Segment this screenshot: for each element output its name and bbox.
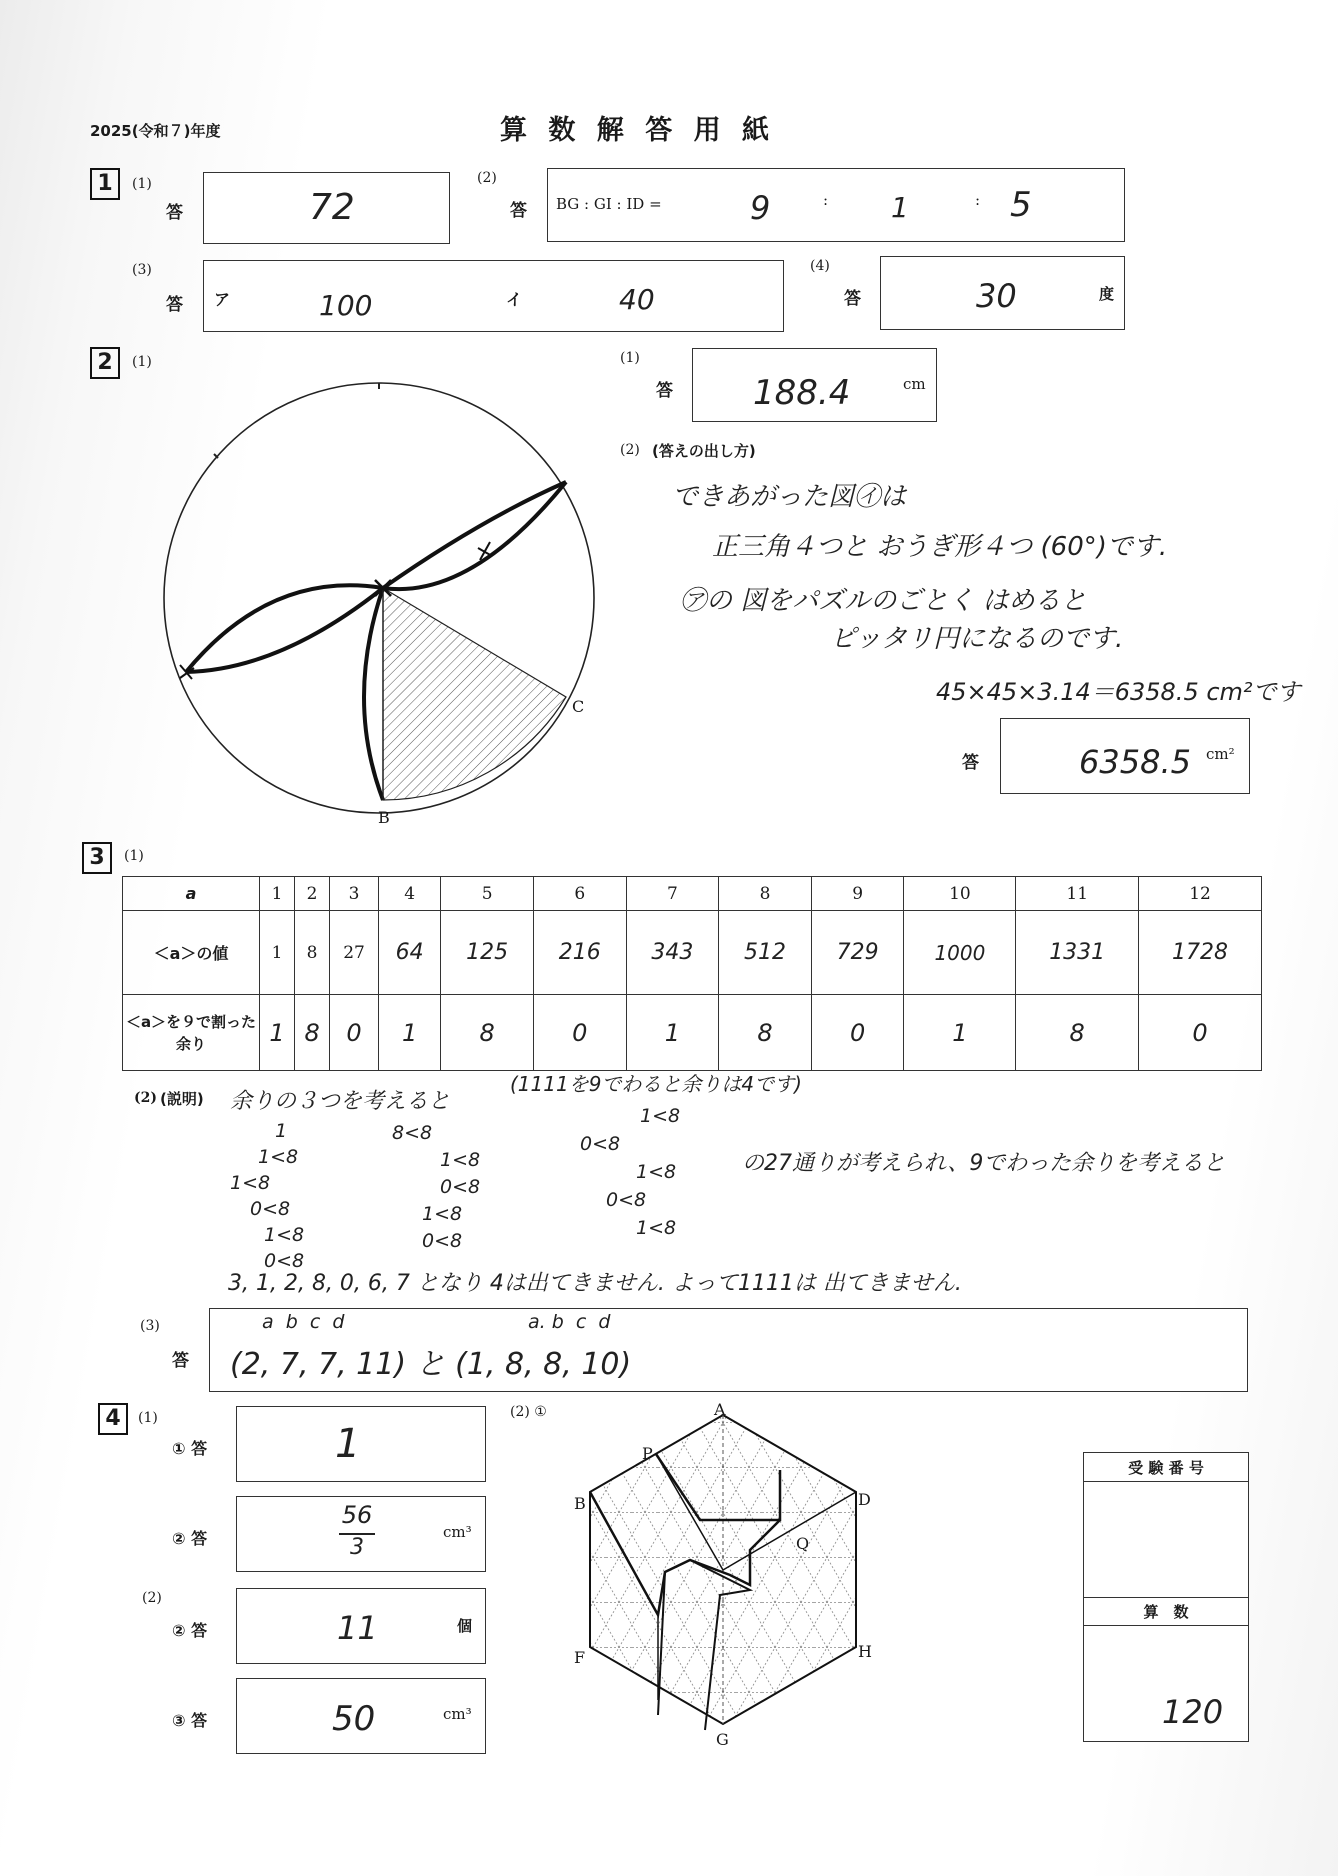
q2-2-line-4: ピッタリ円になるのです. — [830, 624, 1124, 654]
vertex-a-label: A — [714, 1400, 726, 1419]
q2-2-line-2: 正三角４つと おうぎ形４つ (60°)です. — [712, 532, 1168, 562]
q4-1-2-answer-box — [236, 1496, 486, 1572]
tree-node: 0<8 — [264, 1250, 305, 1272]
row-header-remainders: ＜a＞を９で割った余り — [123, 995, 260, 1071]
cell-remainder: 8 — [719, 995, 812, 1071]
cell-value: 64 — [378, 911, 440, 995]
cell-remainder: 1 — [260, 995, 295, 1071]
shaded-sector — [383, 588, 566, 800]
q2-2-label: 答 — [962, 753, 979, 773]
q3-3-letters-1: a b c d — [262, 1311, 345, 1333]
q4-1-2-numerator: 56 — [341, 1501, 373, 1529]
question-number-2: 2 — [90, 347, 120, 379]
ratio-prefix: BG : GI : ID = — [556, 195, 662, 213]
q2-2-answer: 6358.5 — [1079, 743, 1191, 781]
q4-1-1-label: ① 答 — [172, 1439, 208, 1458]
cell-a: 6 — [533, 877, 626, 911]
question-number-3: 3 — [82, 842, 112, 874]
tree-node: 0<8 — [606, 1189, 647, 1211]
q3-2-intro: 余りの３つを考えると — [230, 1089, 451, 1114]
tree-node: 1<8 — [264, 1224, 305, 1246]
q1-3-answer-box — [203, 260, 784, 332]
q4-2-3-answer-box — [236, 1678, 486, 1754]
cell-value: 125 — [441, 911, 534, 995]
ratio-sep-1: : — [823, 191, 829, 209]
ratio-sep-2: : — [975, 191, 981, 209]
cell-a: 8 — [719, 877, 812, 911]
q3-1-sub: (1) — [124, 848, 144, 864]
score-panel — [1083, 1452, 1249, 1742]
q1-1-label: 答 — [166, 203, 183, 223]
q4-2-2-answer: 11 — [337, 1609, 378, 1647]
q1-3-value-i: 40 — [619, 283, 655, 316]
cell-remainder: 1 — [904, 995, 1016, 1071]
q3-3-sub: (3) — [140, 1318, 160, 1334]
hexagon-cube-figure — [580, 1400, 880, 1750]
q1-3-key-a: ア — [214, 290, 231, 309]
tree-node: 1<8 — [230, 1172, 271, 1194]
q1-4-answer-box — [880, 256, 1125, 330]
cell-value: 1000 — [904, 911, 1016, 995]
q2-2-unit: cm² — [1206, 745, 1235, 763]
divider — [1084, 1597, 1248, 1598]
cell-value: 1 — [260, 911, 295, 995]
q3-2-conclusion: 3, 1, 2, 8, 0, 6, 7 となり 4は出てきません. よって1111は 出てきません. — [228, 1271, 962, 1296]
q1-4-label: 答 — [844, 289, 861, 309]
row-header-values: ＜a＞の値 — [123, 911, 260, 995]
table-row-values — [123, 911, 1262, 995]
table-row-remainders — [123, 995, 1262, 1071]
q4-2-3-answer: 50 — [332, 1699, 376, 1739]
q4-2-2-label: ② 答 — [172, 1621, 208, 1640]
q3-2-tree-1 — [230, 1118, 350, 1274]
school-year: 2025(令和７)年度 — [90, 122, 221, 140]
q4-2-2-unit: 個 — [457, 1617, 473, 1635]
ratio-bg: 9 — [750, 189, 771, 227]
cell-a: 3 — [330, 877, 379, 911]
point-c-label: C — [572, 697, 585, 716]
q3-2-side-text: の27通りが考えられ、9でわった余りを考えると — [742, 1151, 1226, 1176]
q1-2-sub: (2) — [477, 170, 497, 186]
cell-remainder: 0 — [330, 995, 379, 1071]
cell-value: 729 — [811, 911, 904, 995]
page-title: 算 数 解 答 用 紙 — [500, 115, 775, 146]
q3-2-sub: (2) — [134, 1090, 157, 1106]
q3-3-answer: (2, 7, 7, 11) と (1, 8, 8, 10) — [230, 1347, 632, 1382]
divider — [1084, 1481, 1248, 1482]
cell-value: 27 — [330, 911, 379, 995]
q2-1-sub: (1) — [620, 350, 640, 366]
cell-value: 8 — [295, 911, 330, 995]
vertex-f-label: F — [574, 1648, 586, 1667]
vertex-d-label: D — [858, 1490, 871, 1509]
q1-2-answer-box — [547, 168, 1125, 242]
cell-value: 216 — [533, 911, 626, 995]
vertex-p-label: P — [642, 1444, 653, 1463]
q2-1-unit: cm — [903, 375, 926, 393]
cell-a: 2 — [295, 877, 330, 911]
cell-remainder: 0 — [811, 995, 904, 1071]
q1-4-answer: 30 — [976, 277, 1017, 315]
cell-a: 1 — [260, 877, 295, 911]
q2-1-answer: 188.4 — [753, 373, 851, 413]
q2-2-line-3: ㋐の 図をパズルのごとく はめると — [680, 586, 1087, 616]
tree-node: 0<8 — [422, 1230, 463, 1252]
q4-2-3-label: ③ 答 — [172, 1711, 208, 1730]
q2-2-answer-box — [1000, 718, 1250, 794]
cell-a: 4 — [378, 877, 440, 911]
question-number-1: 1 — [90, 168, 120, 200]
score-value: 120 — [1162, 1693, 1224, 1731]
exam-number-label: 受 験 番 号 — [1128, 1459, 1204, 1477]
q2-2-heading: (答えの出し方) — [652, 442, 756, 460]
q2-2-line-1: できあがった図㋑は — [672, 482, 907, 512]
cell-value: 512 — [719, 911, 812, 995]
cell-a: 9 — [811, 877, 904, 911]
q4-1-2-unit: cm³ — [443, 1523, 472, 1541]
q1-1-answer-box — [203, 172, 450, 244]
q1-1-sub: (1) — [132, 176, 152, 192]
cell-remainder: 1 — [378, 995, 440, 1071]
tree-node: 1<8 — [440, 1149, 481, 1171]
q1-3-key-i: イ — [506, 290, 523, 309]
cell-value: 1728 — [1139, 911, 1262, 995]
q1-1-answer: 72 — [309, 187, 355, 228]
q2-1-answer-box — [692, 348, 937, 422]
cell-remainder: 1 — [626, 995, 719, 1071]
tree-node: 1<8 — [636, 1217, 677, 1239]
point-b-label: B — [378, 808, 390, 827]
vertex-q-label: Q — [796, 1534, 810, 1553]
tree-node: 0<8 — [440, 1176, 481, 1198]
q1-3-sub: (3) — [132, 262, 152, 278]
q1-4-unit: 度 — [1099, 285, 1115, 303]
row-header-a: a — [123, 877, 260, 911]
q3-3-answer-box — [209, 1308, 1248, 1392]
q3-2-tree-3 — [580, 1102, 700, 1242]
vertex-g-label: G — [716, 1730, 729, 1749]
q4-1-sub: (1) — [138, 1410, 158, 1426]
q1-4-sub: (4) — [810, 258, 830, 274]
tree-node: 1<8 — [640, 1105, 681, 1127]
q4-1-2-denominator: 3 — [350, 1535, 364, 1560]
q4-fig-heading: (2) ① — [510, 1404, 547, 1420]
cell-remainder: 8 — [1016, 995, 1139, 1071]
cell-remainder: 0 — [533, 995, 626, 1071]
q4-1-1-answer-box — [236, 1406, 486, 1482]
tree-node: 8<8 — [392, 1122, 433, 1144]
cell-remainder: 0 — [1139, 995, 1262, 1071]
cell-value: 1331 — [1016, 911, 1139, 995]
q2-2-line-5: 45×45×3.14＝6358.5 cm²です — [936, 678, 1301, 706]
cell-remainder: 8 — [441, 995, 534, 1071]
tree-node: 1<8 — [422, 1203, 463, 1225]
cell-value: 343 — [626, 911, 719, 995]
question-number-4: 4 — [98, 1403, 128, 1435]
ratio-gi: 1 — [891, 191, 909, 224]
q3-2-heading: (説明) — [160, 1090, 204, 1108]
q3-3-letters-2: a. b c d — [528, 1311, 611, 1333]
cell-a: 12 — [1139, 877, 1262, 911]
q1-2-label: 答 — [510, 201, 527, 221]
q1-3-label: 答 — [166, 295, 183, 315]
tree-node: 1<8 — [258, 1146, 299, 1168]
subject-label: 算 数 — [1143, 1603, 1189, 1621]
cell-a: 5 — [441, 877, 534, 911]
q2-fig-sub: (1) — [132, 354, 152, 370]
q3-3-label: 答 — [172, 1351, 189, 1371]
vertex-h-label: H — [858, 1642, 872, 1661]
cell-remainder: 8 — [295, 995, 330, 1071]
q4-2-sub: (2) — [142, 1590, 162, 1606]
q3-2-tree-2 — [392, 1120, 512, 1255]
q2-2-sub: (2) — [620, 442, 640, 458]
q4-2-2-answer-box — [236, 1588, 486, 1664]
circle-figure — [150, 370, 610, 830]
tree-node: 0<8 — [250, 1198, 291, 1220]
q3-2-note: (1111を9でわると余りは4です) — [510, 1072, 802, 1096]
tree-node: 1 — [275, 1120, 288, 1142]
tree-node: 0<8 — [580, 1133, 621, 1155]
q4-1-1-answer: 1 — [335, 1421, 361, 1467]
q4-1-2-label: ② 答 — [172, 1529, 208, 1548]
vertex-b-label: B — [574, 1494, 586, 1513]
tree-node: 1<8 — [636, 1161, 677, 1183]
cell-a: 7 — [626, 877, 719, 911]
q1-3-value-a: 100 — [319, 289, 373, 322]
ratio-id: 5 — [1010, 185, 1032, 225]
q2-1-label: 答 — [656, 381, 673, 401]
divider — [1084, 1625, 1248, 1626]
table-row-a — [123, 877, 1262, 911]
cube-table — [122, 876, 1262, 1071]
q4-2-3-unit: cm³ — [443, 1705, 472, 1723]
cell-a: 11 — [1016, 877, 1139, 911]
cell-a: 10 — [904, 877, 1016, 911]
